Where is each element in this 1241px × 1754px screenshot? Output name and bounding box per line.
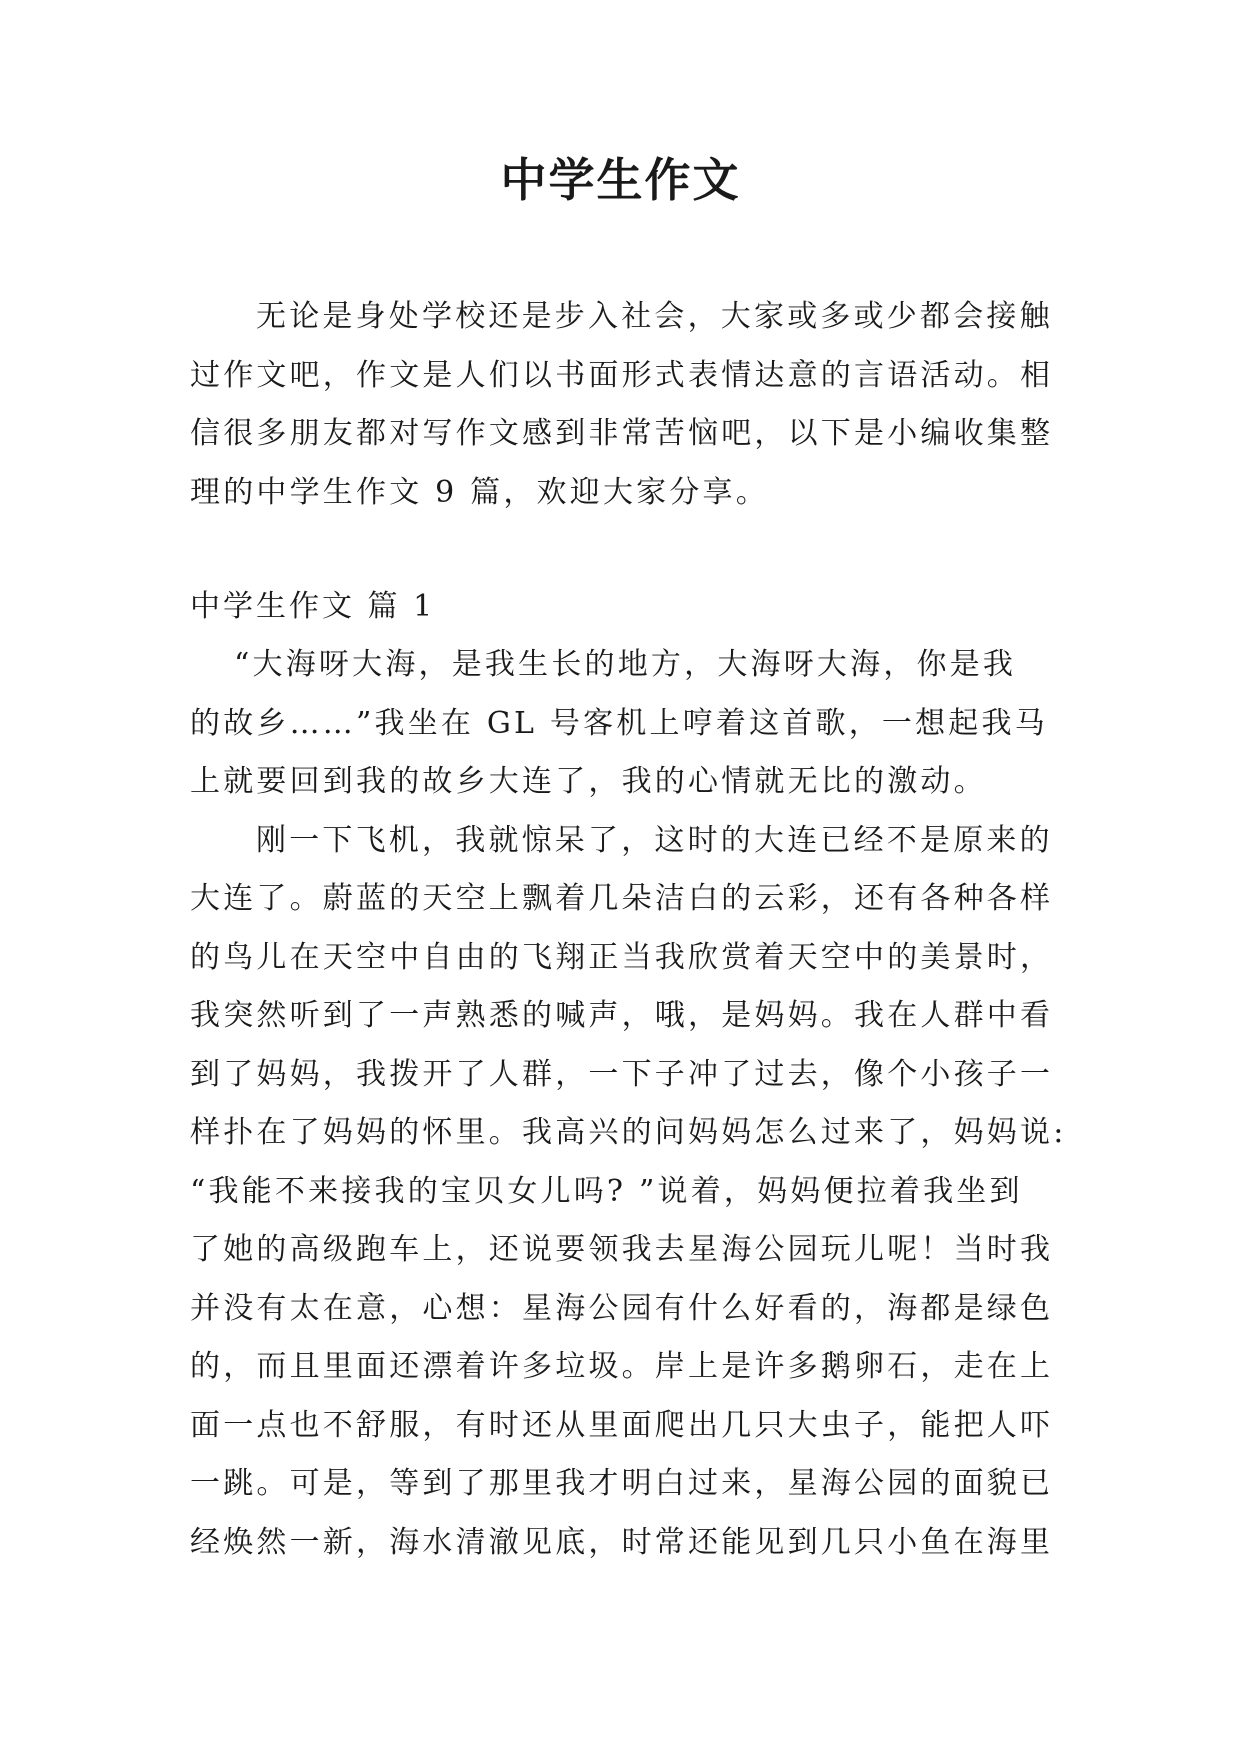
intro-paragraph xyxy=(190,288,1060,522)
essay-section xyxy=(190,578,1067,1572)
intro-line: 无论是身处学校还是步入社会，大家或多或少都会接触 xyxy=(256,299,1053,334)
essay-line: 的故乡……”我坐在 GL 号客机上哼着这首歌，一想起我马 xyxy=(190,705,1048,741)
essay-line: 到了妈妈，我拨开了人群，一下子冲了过去，像个小孩子一 xyxy=(190,1056,1054,1092)
essay-line: 我突然听到了一声熟悉的喊声，哦，是妈妈。我在人群中看 xyxy=(190,998,1054,1033)
essay-line: 面一点也不舒服，有时还从里面爬出几只大虫子，能把人吓 xyxy=(190,1407,1054,1443)
essay-line: 一跳。可是，等到了那里我才明白过来，星海公园的面貌已 xyxy=(190,1466,1054,1501)
essay-line: 刚一下飞机，我就惊呆了，这时的大连已经不是原来的 xyxy=(256,822,1053,858)
essay-line: 的鸟儿在天空中自由的飞翔正当我欣赏着天空中的美景时， xyxy=(190,939,1054,975)
essay-line: “大海呀大海，是我生长的地方，大海呀大海，你是我 xyxy=(234,647,1017,682)
document-title: 中学生作文 xyxy=(500,153,741,207)
intro-line: 理的中学生作文 9 篇，欢迎大家分享。 xyxy=(190,474,769,510)
essay-line: 经焕然一新，海水清澈见底，时常还能见到几只小鱼在海里 xyxy=(190,1524,1054,1560)
essay-line: 大连了。蔚蓝的天空上飘着几朵洁白的云彩，还有各种各样 xyxy=(190,881,1054,916)
intro-line: 过作文吧，作文是人们以书面形式表情达意的言语活动。相 xyxy=(190,357,1054,393)
essay-line: 了她的高级跑车上，还说要领我去星海公园玩儿呢！当时我 xyxy=(190,1232,1054,1267)
essay-line: “我能不来接我的宝贝女儿吗? ”说着，妈妈便拉着我坐到 xyxy=(190,1173,1023,1209)
essay-line: 上就要回到我的故乡大连了，我的心情就无比的激动。 xyxy=(190,764,987,799)
essay-line: 并没有太在意，心想：星海公园有什么好看的，海都是绿色 xyxy=(190,1290,1054,1326)
essay-line: 样扑在了妈妈的怀里。我高兴的问妈妈怎么过来了，妈妈说: xyxy=(190,1115,1067,1150)
essay-heading: 中学生作文 篇 1 xyxy=(190,589,436,624)
intro-line: 信很多朋友都对写作文感到非常苦恼吧，以下是小编收集整 xyxy=(190,416,1054,451)
essay-line: 的，而且里面还漂着许多垃圾。岸上是许多鹅卵石，走在上 xyxy=(190,1349,1054,1384)
